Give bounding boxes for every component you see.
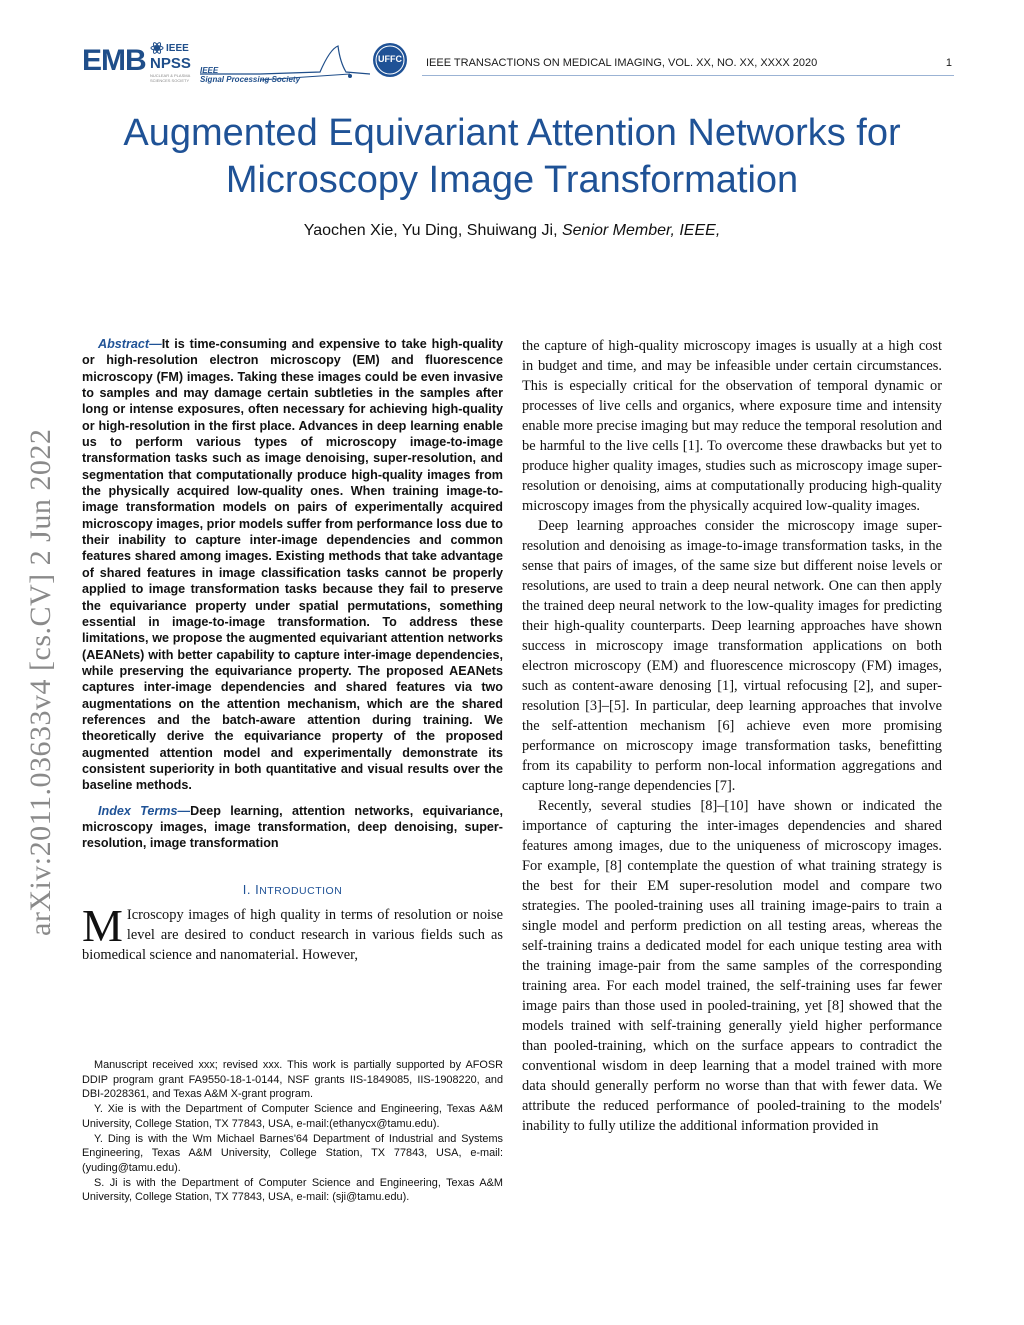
emb-logo: EMB [82,44,146,77]
section-title-initial: I [255,881,260,897]
body-paragraph: Deep learning approaches consider the microscopy image super-resolution and denoising as image-to-image transformation tasks, in the sense that pairs of images, of the same size but different noise levels or resolutions, are used to train a deep neural network. One can then apply the trained deep neural network to the low-quality images for predicting their high-quality counterparts. Deep learning approaches have shown success in microscopy image transformation applications on both electron microscopy (EM) and fluorescence microscopy (FM) images, such as content-aware denosing [1], virtual refocusing [2], and super-resolution [3]–[5]. In particular, deep learning approaches that involve the self-attention mechanism [6] achieve even more promising performance on microscopy image transformation tasks, benefitting from its capability to perform non-local information aggregations and capture long-range dependencies [7]. [522,518,942,794]
title-line-1: Augmented Equivariant Attention Networks for [123,112,901,154]
npss-logo [150,42,202,82]
page-number: 1 [945,57,952,69]
index-terms [82,803,503,852]
index-terms-label: Index Terms— [98,803,191,818]
footnotes [82,1058,503,1205]
section-heading-introduction [82,882,503,897]
header-divider [422,75,954,76]
sps-ieee-label: IEEE [200,66,219,75]
npss-ieee-label: IEEE [166,43,189,54]
footnote-author-xie: Y. Xie is with the Department of Computer Science and Engineering, Texas A&M University, College Station, TX 77843, USA, e-mail:(ethanycx@tamu.edu). [82,1103,503,1130]
index-terms-text: Deep learning, attention networks, equivariance, microscopy images, image transformation, deep denoising, super-resolution, image transformation [82,803,503,851]
body-paragraph: the capture of high-quality microscopy images is usually at a high cost in budget and time, and may be infeasible under certain circumstances. This is especially critical for the observation of temporal dynamic or processes of live cells and organics, where exposure time and intensity enable more precise imaging but may reduce the temporal resolution and be harmful to the live cells [1]. To overcome these drawbacks but yet to produce higher quality images, studies such as microscopy image super-resolution or denoising, aims at computationally producing high-quality microscopy images from the physically acquired low-quality images. [522,338,942,514]
right-column [522,336,942,1136]
abstract-text: It is time-consuming and expensive to take high-quality or high-resolution electron microscopy (EM) and fluorescence microscopy (FM) images. Taking these images could be even invasive to samples and may damage certain subtleties in the samples after long or intense exposures, often necessary for achieving high-quality or high-resolution in the first place. Advances in deep learning enable us to perform various types of microscopy image-to-image transformation tasks such as image denoising, super-resolution, and segmentation that computationally produce high-quality images from the physically acquired low-quality ones. When training image-to-image transformation models on pairs of experimentally acquired microscopy images, prior models suffer from performance loss due to their inability to capture inter-image dependencies and common features shared among images. Existing methods that take advantage of shared features in image classification tasks cannot be properly applied to image transformation tasks because they fail to preserve the equivariance property under spatial permutations, something essential in image-to-image transformation. To address these limitations, we propose the augmented equivariant attention networks (AEANets) with better capability to capture inter-image dependencies, while preserving the equivariance property. The proposed AEANets captures inter-image dependencies and shared features via two augmentations on the attention mechanism, which are the shared references and the batch-aware attention during training. We theoretically derive the equivariance property of the proposed augmented attention model and experimentally demonstrate its consistent superiority in both quantitative and visual results over the baseline methods. [82,337,503,793]
sps-label: Signal Processing Society [200,75,301,84]
abstract-label: Abstract— [98,337,162,351]
footnote-author-ji: S. Ji is with the Department of Computer Science and Engineering, Texas A&M University, College Station, TX 77843, USA, e-mail: (sji@tamu.edu). [82,1176,503,1204]
uffc-label: UFFC [378,54,402,64]
paper-title [62,110,962,204]
society-logos [82,40,412,88]
npss-label: NPSS [150,55,191,72]
sps-logo [200,44,380,84]
author-membership: Senior Member, IEEE, [561,222,721,239]
arxiv-identifier: arXiv:2011.03633v4 [cs.CV] 2 Jun 2022 [24,428,57,936]
section-title-rest: NTRODUCTION [259,884,343,897]
abstract [82,336,503,794]
npss-subtitle: NUCLEAR & PLASMA SCIENCES SOCIETY [150,73,191,83]
drop-cap: M [82,899,123,951]
running-head: IEEE TRANSACTIONS ON MEDICAL IMAGING, VOL. XX, NO. XX, XXXX 2020 [426,57,818,69]
introduction-text: Icroscopy images of high quality in terms of resolution or noise level are desired to conduct research in various fields such as biomedical science and nanomaterial. However, [82,906,503,963]
footnote-author-ding: Y. Ding is with the Wm Michael Barnes'64 Department of Industrial and Systems Engineering, Texas A&M University, College Station, TX 77843, USA, e-mail: (yuding@tamu.edu). [82,1132,503,1174]
author-list [62,222,962,240]
footnote-funding: Manuscript received xxx; revised xxx. This work is partially supported by AFOSR DDIP program grant FA9550-18-1-0144, NSF grants IIS-1849085, IIS-1908220, and DBI-2028361, and Texas A&M X-grant program. [82,1059,503,1101]
introduction-paragraph [82,899,503,965]
section-numeral: I. [242,881,251,897]
title-line-2: Microscopy Image Transformation [225,159,799,201]
uffc-logo [372,42,408,78]
left-column [82,336,503,965]
author-names: Yaochen Xie, Yu Ding, Shuiwang Ji, [303,222,558,239]
body-paragraph: Recently, several studies [8]–[10] have shown or indicated the importance of capturing the inter-images dependencies and shared features among images, due to the uniqueness of microscopy images. For example, [8] contemplate the question of what training strategy is the best for their EM super-resolution model and compare two strategies. The pooled-training uses all training image-pairs to train a single model and perform prediction on all testing areas, whereas the self-training trains a dedicated model for each unique testing area with the training image-pair from the same samples of the corresponding training area. For each model trained, the self-training uses far fewer image pairs than those used in pooled-training, yet [8] showed that the models trained with self-training generally yield higher performance than pooled-training, which on the surface appears to contradict the conventional wisdom in deep learning that a model trained with more data should generally perform no worse than that with fewer data. We attribute the reduced performance of pooled-training to the models' inability to fully utilize the additional information provided in [522,798,942,1134]
npss-atom-icon [150,42,164,54]
